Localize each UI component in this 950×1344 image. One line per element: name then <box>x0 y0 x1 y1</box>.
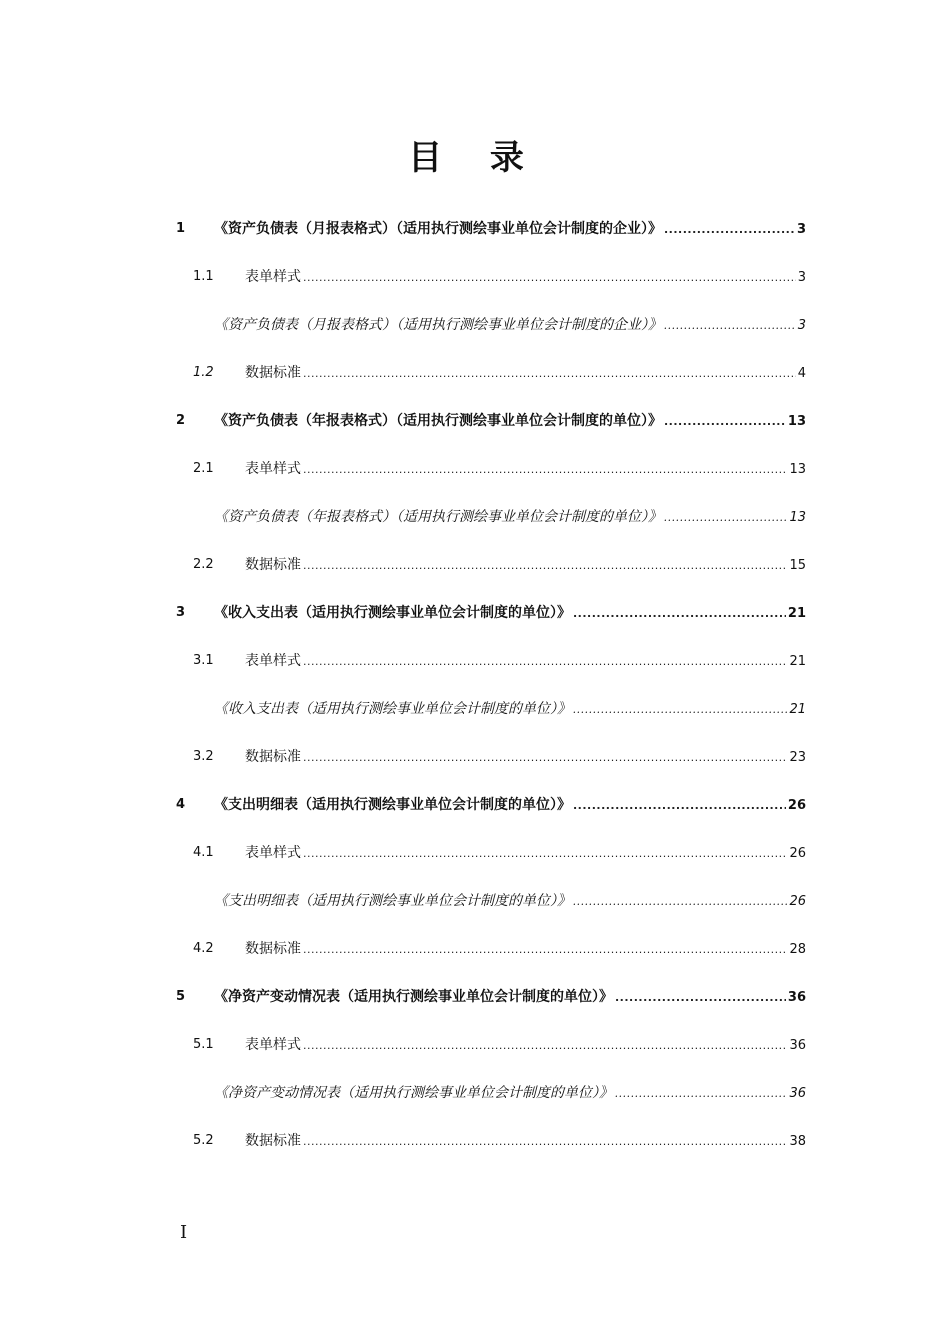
dot-leader <box>615 1070 787 1118</box>
toc-entry-page: 3 <box>797 270 806 285</box>
toc-entry[interactable] <box>0 1117 950 1165</box>
toc-entry[interactable] <box>0 685 950 733</box>
toc-entry-number: 1.2 <box>193 365 214 380</box>
page-number: I <box>180 1222 188 1243</box>
toc-entry-title: 表单样式 <box>245 845 301 861</box>
dot-leader <box>664 302 796 350</box>
toc-entry-title: 表单样式 <box>245 1037 301 1053</box>
toc-entry-page: 26 <box>789 846 806 861</box>
dot-leader <box>573 782 786 830</box>
toc-entry-page: 21 <box>789 654 806 669</box>
page-title: 目 录 <box>408 138 542 178</box>
toc-entry-page: 4 <box>797 366 806 381</box>
toc-entry[interactable] <box>0 1021 950 1069</box>
dot-leader <box>664 206 795 254</box>
dot-leader <box>303 254 796 302</box>
toc-entry-number: 4.2 <box>193 941 214 956</box>
toc-entry-title: 《资产负债表（月报表格式）（适用执行测绘事业单位会计制度的企业）》 <box>214 317 662 333</box>
toc-entry-title: 数据标准 <box>245 365 301 381</box>
toc-entry-title: 《资产负债表（月报表格式）（适用执行测绘事业单位会计制度的企业）》 <box>214 221 662 237</box>
dot-leader <box>303 830 787 878</box>
toc-entry-title: 数据标准 <box>245 941 301 957</box>
toc-entry-page: 21 <box>789 702 806 717</box>
toc-entry[interactable] <box>0 541 950 589</box>
toc-entry-page: 36 <box>789 1086 806 1101</box>
toc-entry-number: 2.1 <box>193 461 214 476</box>
toc-entry-page: 36 <box>789 1038 806 1053</box>
toc-entry-number: 5 <box>176 989 186 1004</box>
toc-entry-title: 数据标准 <box>245 749 301 765</box>
toc-entry-page: 23 <box>789 750 806 765</box>
toc-entry-title: 《支出明细表（适用执行测绘事业单位会计制度的单位）》 <box>214 893 571 909</box>
toc-entry-page: 28 <box>789 942 806 957</box>
toc-entry-page: 13 <box>787 414 806 429</box>
dot-leader <box>303 1022 787 1070</box>
toc-entry-title: 《资产负债表（年报表格式）（适用执行测绘事业单位会计制度的单位）》 <box>214 413 662 429</box>
dot-leader <box>615 974 786 1022</box>
toc-entry[interactable] <box>0 493 950 541</box>
toc-entry-page: 3 <box>796 222 806 237</box>
toc-entry-title: 表单样式 <box>245 461 301 477</box>
toc-entry-number: 1 <box>176 221 186 236</box>
toc-entry-page: 13 <box>789 510 806 525</box>
toc-entry-page: 26 <box>789 894 806 909</box>
toc-entry-number: 5.1 <box>193 1037 214 1052</box>
toc-entry[interactable] <box>0 637 950 685</box>
toc-entry[interactable] <box>0 925 950 973</box>
dot-leader <box>664 398 786 446</box>
toc-entry[interactable] <box>0 253 950 301</box>
toc-entry-page: 26 <box>787 798 806 813</box>
toc-entry-page: 15 <box>789 558 806 573</box>
toc-entry[interactable] <box>0 829 950 877</box>
toc-entry-number: 1.1 <box>193 269 214 284</box>
toc-entry[interactable] <box>0 1069 950 1117</box>
toc-entry-page: 21 <box>787 606 806 621</box>
toc-entry-number: 3.1 <box>193 653 214 668</box>
toc-entry-title: 《资产负债表（年报表格式）（适用执行测绘事业单位会计制度的单位）》 <box>214 509 662 525</box>
toc-entry-number: 2.2 <box>193 557 214 572</box>
toc-entry[interactable] <box>0 205 950 253</box>
toc-entry-title: 数据标准 <box>245 557 301 573</box>
toc-entry[interactable] <box>0 397 950 445</box>
toc-entry[interactable] <box>0 733 950 781</box>
dot-leader <box>573 590 786 638</box>
toc-entry[interactable] <box>0 877 950 925</box>
dot-leader <box>573 686 787 734</box>
dot-leader <box>303 1118 787 1166</box>
toc-entry-title: 《收入支出表（适用执行测绘事业单位会计制度的单位）》 <box>214 605 571 621</box>
dot-leader <box>664 494 787 542</box>
toc-entry-title: 表单样式 <box>245 653 301 669</box>
toc-entry-number: 4 <box>176 797 186 812</box>
toc-entry-number: 5.2 <box>193 1133 214 1148</box>
dot-leader <box>303 734 787 782</box>
toc-entry-number: 4.1 <box>193 845 214 860</box>
toc-entry[interactable] <box>0 781 950 829</box>
dot-leader <box>303 446 787 494</box>
toc-entry[interactable] <box>0 445 950 493</box>
toc-entry-title: 《收入支出表（适用执行测绘事业单位会计制度的单位）》 <box>214 701 571 717</box>
toc-entry[interactable] <box>0 301 950 349</box>
toc-entry-page: 38 <box>789 1134 806 1149</box>
toc-entry-page: 3 <box>797 318 806 333</box>
toc-entry[interactable] <box>0 973 950 1021</box>
toc-entry-title: 《净资产变动情况表（适用执行测绘事业单位会计制度的单位）》 <box>214 989 613 1005</box>
toc-entry-number: 3.2 <box>193 749 214 764</box>
toc-entry-number: 2 <box>176 413 186 428</box>
toc-entry-title: 《净资产变动情况表（适用执行测绘事业单位会计制度的单位）》 <box>214 1085 613 1101</box>
toc-entry-title: 表单样式 <box>245 269 301 285</box>
toc-entry-title: 数据标准 <box>245 1133 301 1149</box>
dot-leader <box>573 878 787 926</box>
dot-leader <box>303 926 787 974</box>
toc-entry-page: 36 <box>787 990 806 1005</box>
dot-leader <box>303 542 787 590</box>
toc-entry-title: 《支出明细表（适用执行测绘事业单位会计制度的单位）》 <box>214 797 571 813</box>
dot-leader <box>303 638 787 686</box>
toc-entry-number: 3 <box>176 605 186 620</box>
dot-leader <box>303 350 796 398</box>
toc-entry[interactable] <box>0 589 950 637</box>
toc-entry[interactable] <box>0 349 950 397</box>
toc-entry-page: 13 <box>789 462 806 477</box>
